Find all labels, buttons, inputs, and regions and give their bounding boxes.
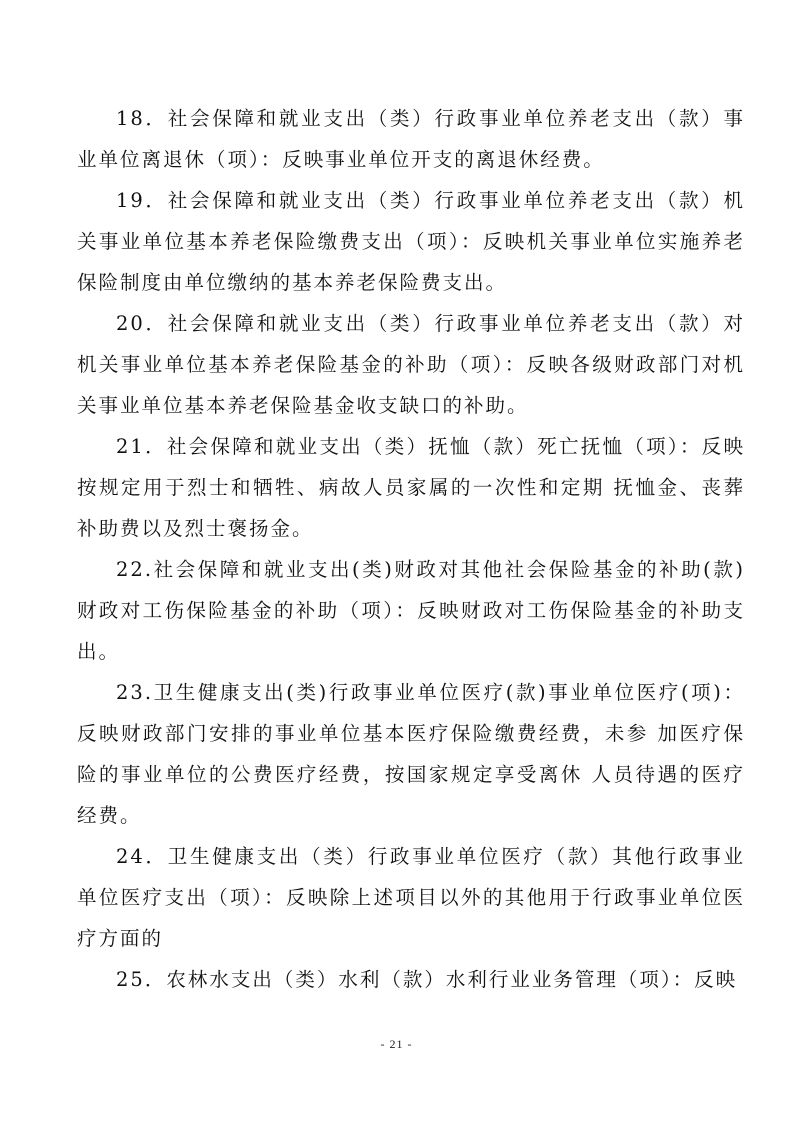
paragraph-item-18: 18．社会保障和就业支出（类）行政事业单位养老支出（款）事业单位离退休（项）：反映事业单位开支的离退休经费。	[77, 107, 745, 171]
paragraph-item-21: 21．社会保障和就业支出（类）抚恤（款）死亡抚恤（项）：反映按规定用于烈士和牺牲、病故人员家属的一次性和定期 抚恤金、丧葬补助费以及烈士褒扬金。	[77, 435, 745, 540]
paragraph-item-22: 22.社会保障和就业支出(类)财政对其他社会保险基金的补助(款)财政对工伤保险基金的补助（项）：反映财政对工伤保险基金的补助支出。	[77, 558, 745, 663]
page-number: - 21 -	[380, 1037, 413, 1051]
paragraph-item-24: 24．卫生健康支出（类）行政事业单位医疗（款）其他行政事业单位医疗支出（项）：反映除上述项目以外的其他用于行政事业单位医疗方面的	[77, 845, 745, 950]
paragraph-item-20: 20．社会保障和就业支出（类）行政事业单位养老支出（款）对机关事业单位基本养老保险基金的补助（项）：反映各级财政部门对机关事业单位基本养老保险基金收支缺口的补助。	[77, 312, 745, 417]
paragraph-item-19: 19．社会保障和就业支出（类）行政事业单位养老支出（款）机关事业单位基本养老保险缴费支出（项）：反映机关事业单位实施养老保险制度由单位缴纳的基本养老保险费支出。	[77, 189, 745, 294]
paragraph-item-25: 25．农林水支出（类）水利（款）水利行业业务管理（项）：反映	[116, 968, 738, 991]
document-body	[77, 98, 745, 1000]
paragraph-item-23: 23.卫生健康支出(类)行政事业单位医疗(款)事业单位医疗(项)：反映财政部门安排的事业单位基本医疗保险缴费经费，未参 加医疗保险的事业单位的公费医疗经费，按国家规定享受离休 人员待遇的医疗经费。	[77, 681, 745, 827]
